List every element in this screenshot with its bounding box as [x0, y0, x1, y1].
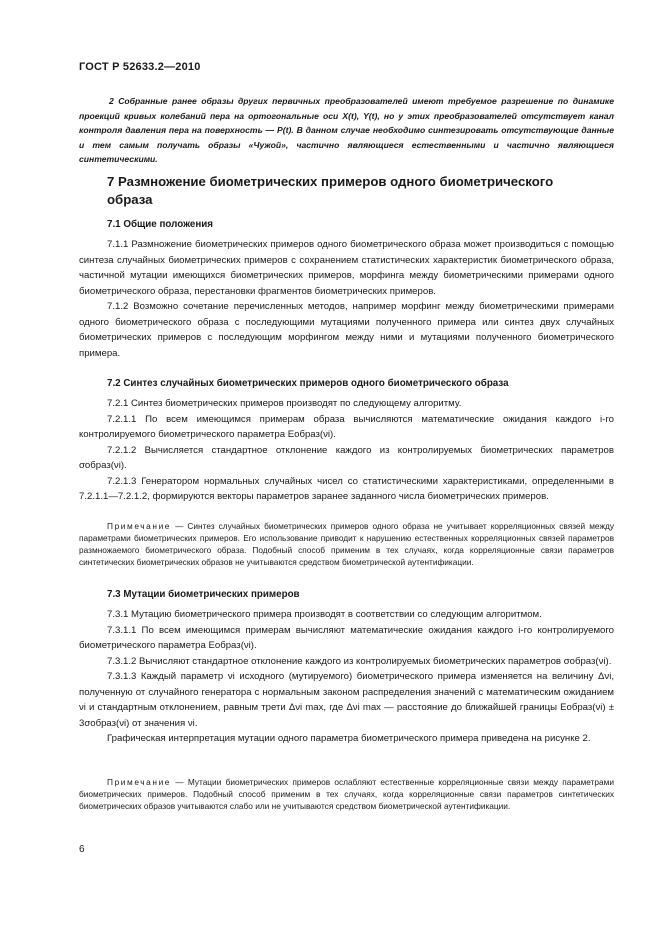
paragraph-7-2-1-3: 7.2.1.3 Генератором нормальных случайных чисел со статистическими характеристиками, определенными в 7.2.1.1—7.2.1.2, формируются векторы параметров заранее заданного числа биометрических примеров. [79, 475, 614, 502]
note-7-3-paragraph [79, 776, 614, 812]
paragraph-7-3-1-1: 7.3.1.1 По всем имеющимся примерам вычисляют математические ожидания каждого i-го контролируемого биометрического параметра Eобраз(νi). [79, 624, 614, 651]
note-label: Примечание [107, 521, 172, 531]
paragraph-7-3-1-2: 7.3.1.2 Вычисляют стандартное отклонение каждого из контролируемых биометрических параметров σобраз(νi). [107, 655, 612, 667]
paragraph-7-2-1-1: 7.2.1.1 По всем имеющимся примерам образа вычисляются математические ожидания каждого i-го контролируемого биометрического параметра Eобраз(νi). [79, 413, 614, 440]
paragraph-7-3-1-3: 7.3.1.3 Каждый параметр νi исходного (мутируемого) биометрического примера изменяется на величину Δνi, полученную от случайного генератора с нормальным законом распределения значений с математическим ожиданием νi и стандартным отклонением, равным трети Δνi max, где Δνi max — расстояние до ближайшей границы Eобраз(νi) ± 3σобраз(νi) от значения νi. [79, 671, 614, 729]
section-7-2-body [79, 396, 614, 505]
paragraph-7-2-1-2: 7.2.1.2 Вычисляется стандартное отклонение каждого из контролируемых биометрических параметров σобраз(νi). [79, 444, 614, 471]
note-7-2 [79, 520, 614, 568]
section-7-3-body [79, 607, 614, 747]
note-text: — Синтез случайных биометрических примеров одного образа не учитывает корреляционных связей между параметрами биометрических примеров. Его использование приводит к нарушению естественных корреляционных связей параметров размножаемого биометрического образа. Подобный способ применим в тех случаях, когда корреляционные связи параметров синтетических биометрических образов не учитываются средством биометрической аутентификации. [79, 521, 614, 567]
paragraph-graph-reference: Графическая интерпретация мутации одного параметра биометрического примера приведена на рисунке 2. [107, 733, 591, 744]
note-text: — Мутации биометрических примеров ослабляют естественные корреляционные связи между параметрами биометрических примеров. Подобный способ применим в тех случаях, когда корреляционные связи параметров синтетических биометрических образов учитываются слабо или не учитываются средством биометрической аутентификации. [79, 777, 614, 811]
note-label: Примечание [107, 777, 172, 787]
paragraph-7-1-1: 7.1.1 Размножение биометрических примеров одного биометрического образа может производиться с помощью синтеза случайных биометрических примеров с сохранением статистических характеристик биометрического образа, частичной мутации имеющихся биометрических примеров, морфинга между биометрическими примерами одного биометрического образа, перестановки фрагментов биометрических примеров. [79, 239, 614, 297]
section-7-1-body [79, 237, 614, 361]
note-7-3 [79, 776, 614, 812]
section-7-3-heading: 7.3 Мутации биометрических примеров [107, 589, 300, 600]
paragraph-7-2-1: 7.2.1 Синтез биометрических примеров производят по следующему алгоритму. [107, 398, 462, 409]
standard-header: ГОСТ Р 52633.2—2010 [79, 61, 201, 73]
paragraph-7-1-2: 7.1.2 Возможно сочетание перечисленных методов, например морфинг между биометрическими примерами одного биометрического образа с последующими мутациями полученного примера или синтез двух случайных биометрических примеров с последующим морфингом между ними и мутациями полученного биометрического примера. [79, 301, 614, 359]
paragraph-7-3-1: 7.3.1 Мутацию биометрического примера производят в соответствии со следующим алгоритмом. [107, 609, 542, 620]
page-number: 6 [79, 844, 85, 855]
footnote-block [79, 94, 614, 167]
section-7-2-heading: 7.2 Синтез случайных биометрических примеров одного биометрического образа [107, 378, 509, 389]
footnote-paragraph: 2 Собранные ранее образы других первичных преобразователей имеют требуемое разрешение по динамике проекций кривых колебаний пера на ортогональные оси X(t), Y(t), но у этих преобразователей отсутствует канал контроля давления пера на поверхность — P(t). В данном случае необходимо синтезировать отсутствующие данные и тем самым получать образы «Чужой», частично являющиеся естественными и частично являющиеся синтетическими. [79, 96, 614, 164]
section-7-1-heading: 7.1 Общие положения [107, 219, 214, 230]
note-7-2-paragraph [79, 520, 614, 568]
section-7-heading: 7 Размножение биометрических примеров одного биометрического образа [107, 174, 554, 207]
